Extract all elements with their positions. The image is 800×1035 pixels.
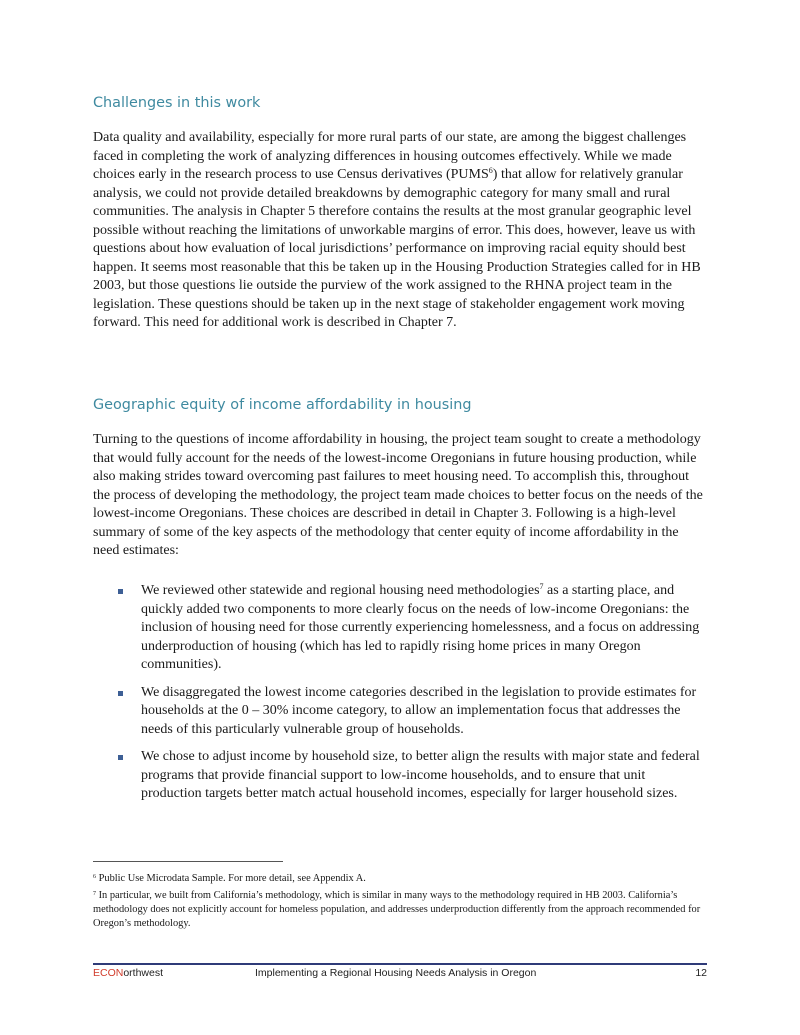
heading-challenges: Challenges in this work [93, 95, 261, 111]
footnote-7 [93, 889, 707, 931]
bullet-text-2: We disaggregated the lowest income categories described in the legislation to provide estimates for households at the 0 – 30% income category, to allow an implementation focus that addresses the needs of this particularly vulnerable group of households. [141, 684, 697, 737]
brand-rest: orthwest [123, 967, 164, 979]
footnote-divider [93, 861, 283, 862]
square-bullet-icon [118, 691, 123, 696]
bullet-text-1b: as a starting place, and quickly added two components to more clearly focus on the needs of low-income Oregonians: the inclusion of housing need for those currently experiencing homelessness, and a focus on addressing underproduction of housing (which has led to rapidly rising home prices in many Oregon communities). [141, 583, 700, 672]
list-item [93, 684, 707, 740]
square-bullet-icon [118, 589, 123, 594]
paragraph-challenges-text-2: ) that allow for relatively granular analysis, we could not provide detailed breakdowns by demographic category for many small and rural communities. The analysis in Chapter 5 therefore contains the results at the most granular geographic level possible without reaching the limitations of unworkable margins of error. This does, however, leave us with questions about how evaluation of local jurisdictions’ performance on improving racial equity should best happen. It seems most reasonable that this be taken up in the Housing Production Strategies called for in HB 2003, but those questions lie outside the purview of the work assigned to the RHNA project team in the legislation. These questions should be taken up in the next stage of stakeholder engagement work moving forward. This need for additional work is described in Chapter 7. [93, 167, 701, 330]
square-bullet-icon [118, 755, 123, 760]
page-footer [93, 967, 707, 981]
footnote-ref-6[interactable]: 6 [488, 166, 493, 175]
brand-econ: ECON [93, 967, 124, 979]
footer-title: Implementing a Regional Housing Needs Analysis in Oregon [255, 967, 537, 979]
brand-logo [93, 967, 163, 979]
footer-divider [93, 963, 707, 965]
footnote-ref-7[interactable]: 7 [539, 582, 544, 591]
footnote-number: 7 [93, 891, 96, 897]
list-item [93, 748, 707, 804]
bullet-list [93, 582, 707, 813]
page-number: 12 [695, 967, 707, 979]
paragraph-geographic-equity: Turning to the questions of income affordability in housing, the project team sought to create a methodology that would fully account for the needs of the lowest-income Oregonians in future housing production, while also making strides toward overcoming past failures to meet housing need. To accomplish this, throughout the process of developing the methodology, the project team made choices to better focus on the needs of the lowest-income Oregonians. These choices are described in detail in Chapter 3. Following is a high-level summary of some of the key aspects of the methodology that center equity of income affordability in the need estimates: [93, 432, 703, 558]
footnotes [93, 872, 707, 934]
paragraph-challenges [93, 129, 707, 333]
bullet-text-1a: We reviewed other statewide and regional housing need methodologies [141, 583, 540, 598]
footnote-number: 6 [93, 874, 96, 880]
footnote-text: Public Use Microdata Sample. For more detail, see Appendix A. [96, 873, 366, 884]
heading-geographic-equity: Geographic equity of income affordability in housing [93, 397, 472, 413]
bullet-text-3: We chose to adjust income by household size, to better align the results with major state and federal programs that provide financial support to low-income households, and to ensure that unit production targets better match actual household incomes, especially for larger household sizes. [141, 749, 700, 801]
footnote-text: In particular, we built from California’s methodology, which is similar in many ways to the methodology required in HB 2003. California’s methodology does not explicitly account for homeless population, and addresses underproduction differently from the approach recommended for Oregon’s methodology. [93, 890, 701, 929]
paragraph-challenges-text-1: Data quality and availability, especially for more rural parts of our state, are among the biggest challenges faced in completing the work of analyzing differences in housing outcomes effectively. While we made choices early in the research process to use Census derivatives (PUMS [93, 130, 687, 182]
footnote-6 [93, 872, 707, 886]
list-item [93, 582, 707, 675]
